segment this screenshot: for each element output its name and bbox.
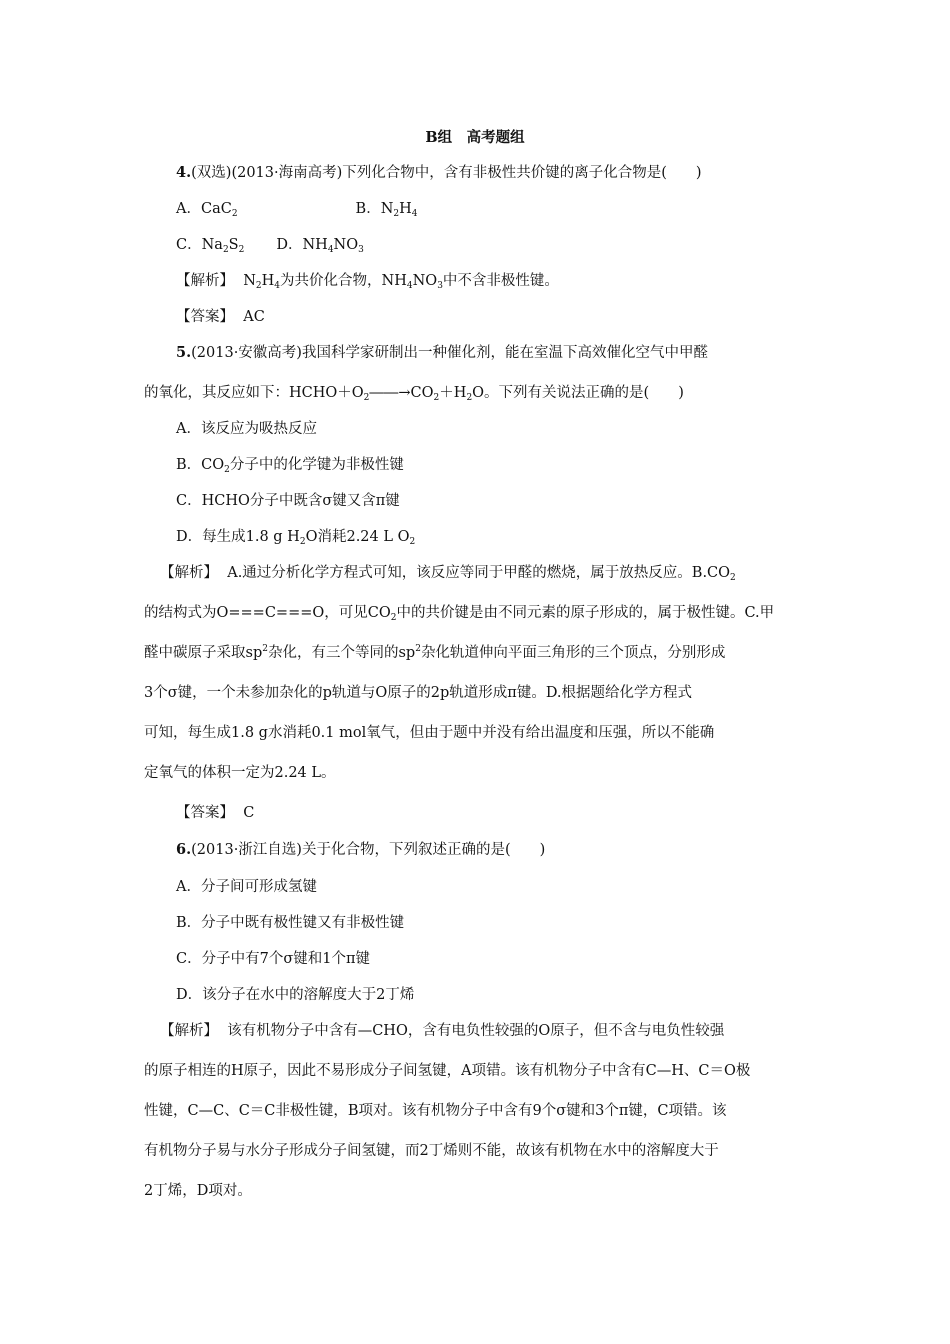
q5-analysis-line3: 醛中碳原子采取$sp^2$杂化，有三个等同的$sp^2$杂化轨道伸向平面三角形的三个顶点，分别形成 xyxy=(144,644,726,661)
q6-analysis-line1: 【解析】 该有机物分子中含有—CHO，含有电负性较强的O原子，但不含与电负性较强 xyxy=(160,1023,725,1039)
q4-options-cd: C．$Na_2S_2$ D．$NH_4NO_3$ xyxy=(176,237,364,255)
q4-answer: 【答案】 AC xyxy=(176,309,265,325)
q5-option-d: D．每生成1.8 g $H_2O$消耗2.24 L $O_2$ xyxy=(176,529,416,547)
q5-stem-line1: 5.(2013·安徽高考)我国科学家研制出一种催化剂，能在室温下高效催化空气中甲醛 xyxy=(176,344,708,361)
q5-answer: 【答案】 C xyxy=(176,805,255,821)
q6-analysis-line4: 有机物分子易与水分子形成分子间氢键，而2丁烯则不能，故该有机物在水中的溶解度大于 xyxy=(144,1143,719,1159)
q6-number: 6. xyxy=(176,841,192,858)
q5-stem-line2: 的氧化，其反应如下：$HCHO+O_2――\to CO_2+H_2O$。下列有关说法正确的是( ) xyxy=(144,385,684,403)
q5-analysis-line1: 【解析】 A.通过分析化学方程式可知，该反应等同于甲醛的燃烧，属于放热反应。$B.CO_2$ xyxy=(160,565,736,583)
q5-analysis-line5: 可知，每生成1.8 g水消耗0.1 mol氧气，但由于题中并没有给出温度和压强，所以不能确 xyxy=(144,725,715,741)
q5-number: 5. xyxy=(176,344,192,361)
q5-option-c: C．HCHO分子中既含σ键又含π键 xyxy=(176,493,400,509)
q6-option-a: A．分子间可形成氢键 xyxy=(176,879,317,895)
section-title: B组 高考题组 xyxy=(425,129,525,146)
q5-analysis-line6: 定氧气的体积一定为2.24 L。 xyxy=(144,765,336,781)
q4-options-ab: A．CaC$_2$ B．$N_2H_4$ xyxy=(176,201,418,219)
q6-stem: 6.(2013·浙江自选)关于化合物，下列叙述正确的是( ) xyxy=(176,841,546,858)
q5-option-b: B．$CO_2$分子中的化学键为非极性键 xyxy=(176,457,404,475)
q4-analysis: 【解析】 $N_2H_4$为共价化合物，$NH_4NO_3$中不含非极性键。 xyxy=(176,273,559,291)
q6-analysis-line5: 2丁烯，D项对。 xyxy=(144,1183,252,1199)
q6-option-b: B．分子中既有极性键又有非极性键 xyxy=(176,915,405,931)
q6-analysis-line2: 的原子相连的H原子，因此不易形成分子间氢键，A项错。该有机物分子中含有C—H、C＝O极 xyxy=(144,1063,751,1079)
q4-stem: 4.(双选)(2013·海南高考)下列化合物中，含有非极性共价键的离子化合物是( ) xyxy=(176,164,702,181)
q5-option-a: A．该反应为吸热反应 xyxy=(176,421,317,437)
q6-analysis-line3: 性键，C—C、C＝C非极性键，B项对。该有机物分子中含有9个σ键和3个π键，C项错。该 xyxy=(144,1103,727,1119)
q5-analysis-line2: 的结构式为O===C===O，可见$CO_2$中的共价键是由不同元素的原子形成的，属于极性键。C.甲 xyxy=(144,605,775,623)
q5-analysis-line4: 3个σ键，一个未参加杂化的p轨道与O原子的2p轨道形成π键。D.根据题给化学方程式 xyxy=(144,685,693,701)
q6-option-d: D．该分子在水中的溶解度大于2丁烯 xyxy=(176,987,415,1003)
q6-option-c: C．分子中有7个σ键和1个π键 xyxy=(176,951,370,967)
q4-number: 4. xyxy=(176,164,192,181)
